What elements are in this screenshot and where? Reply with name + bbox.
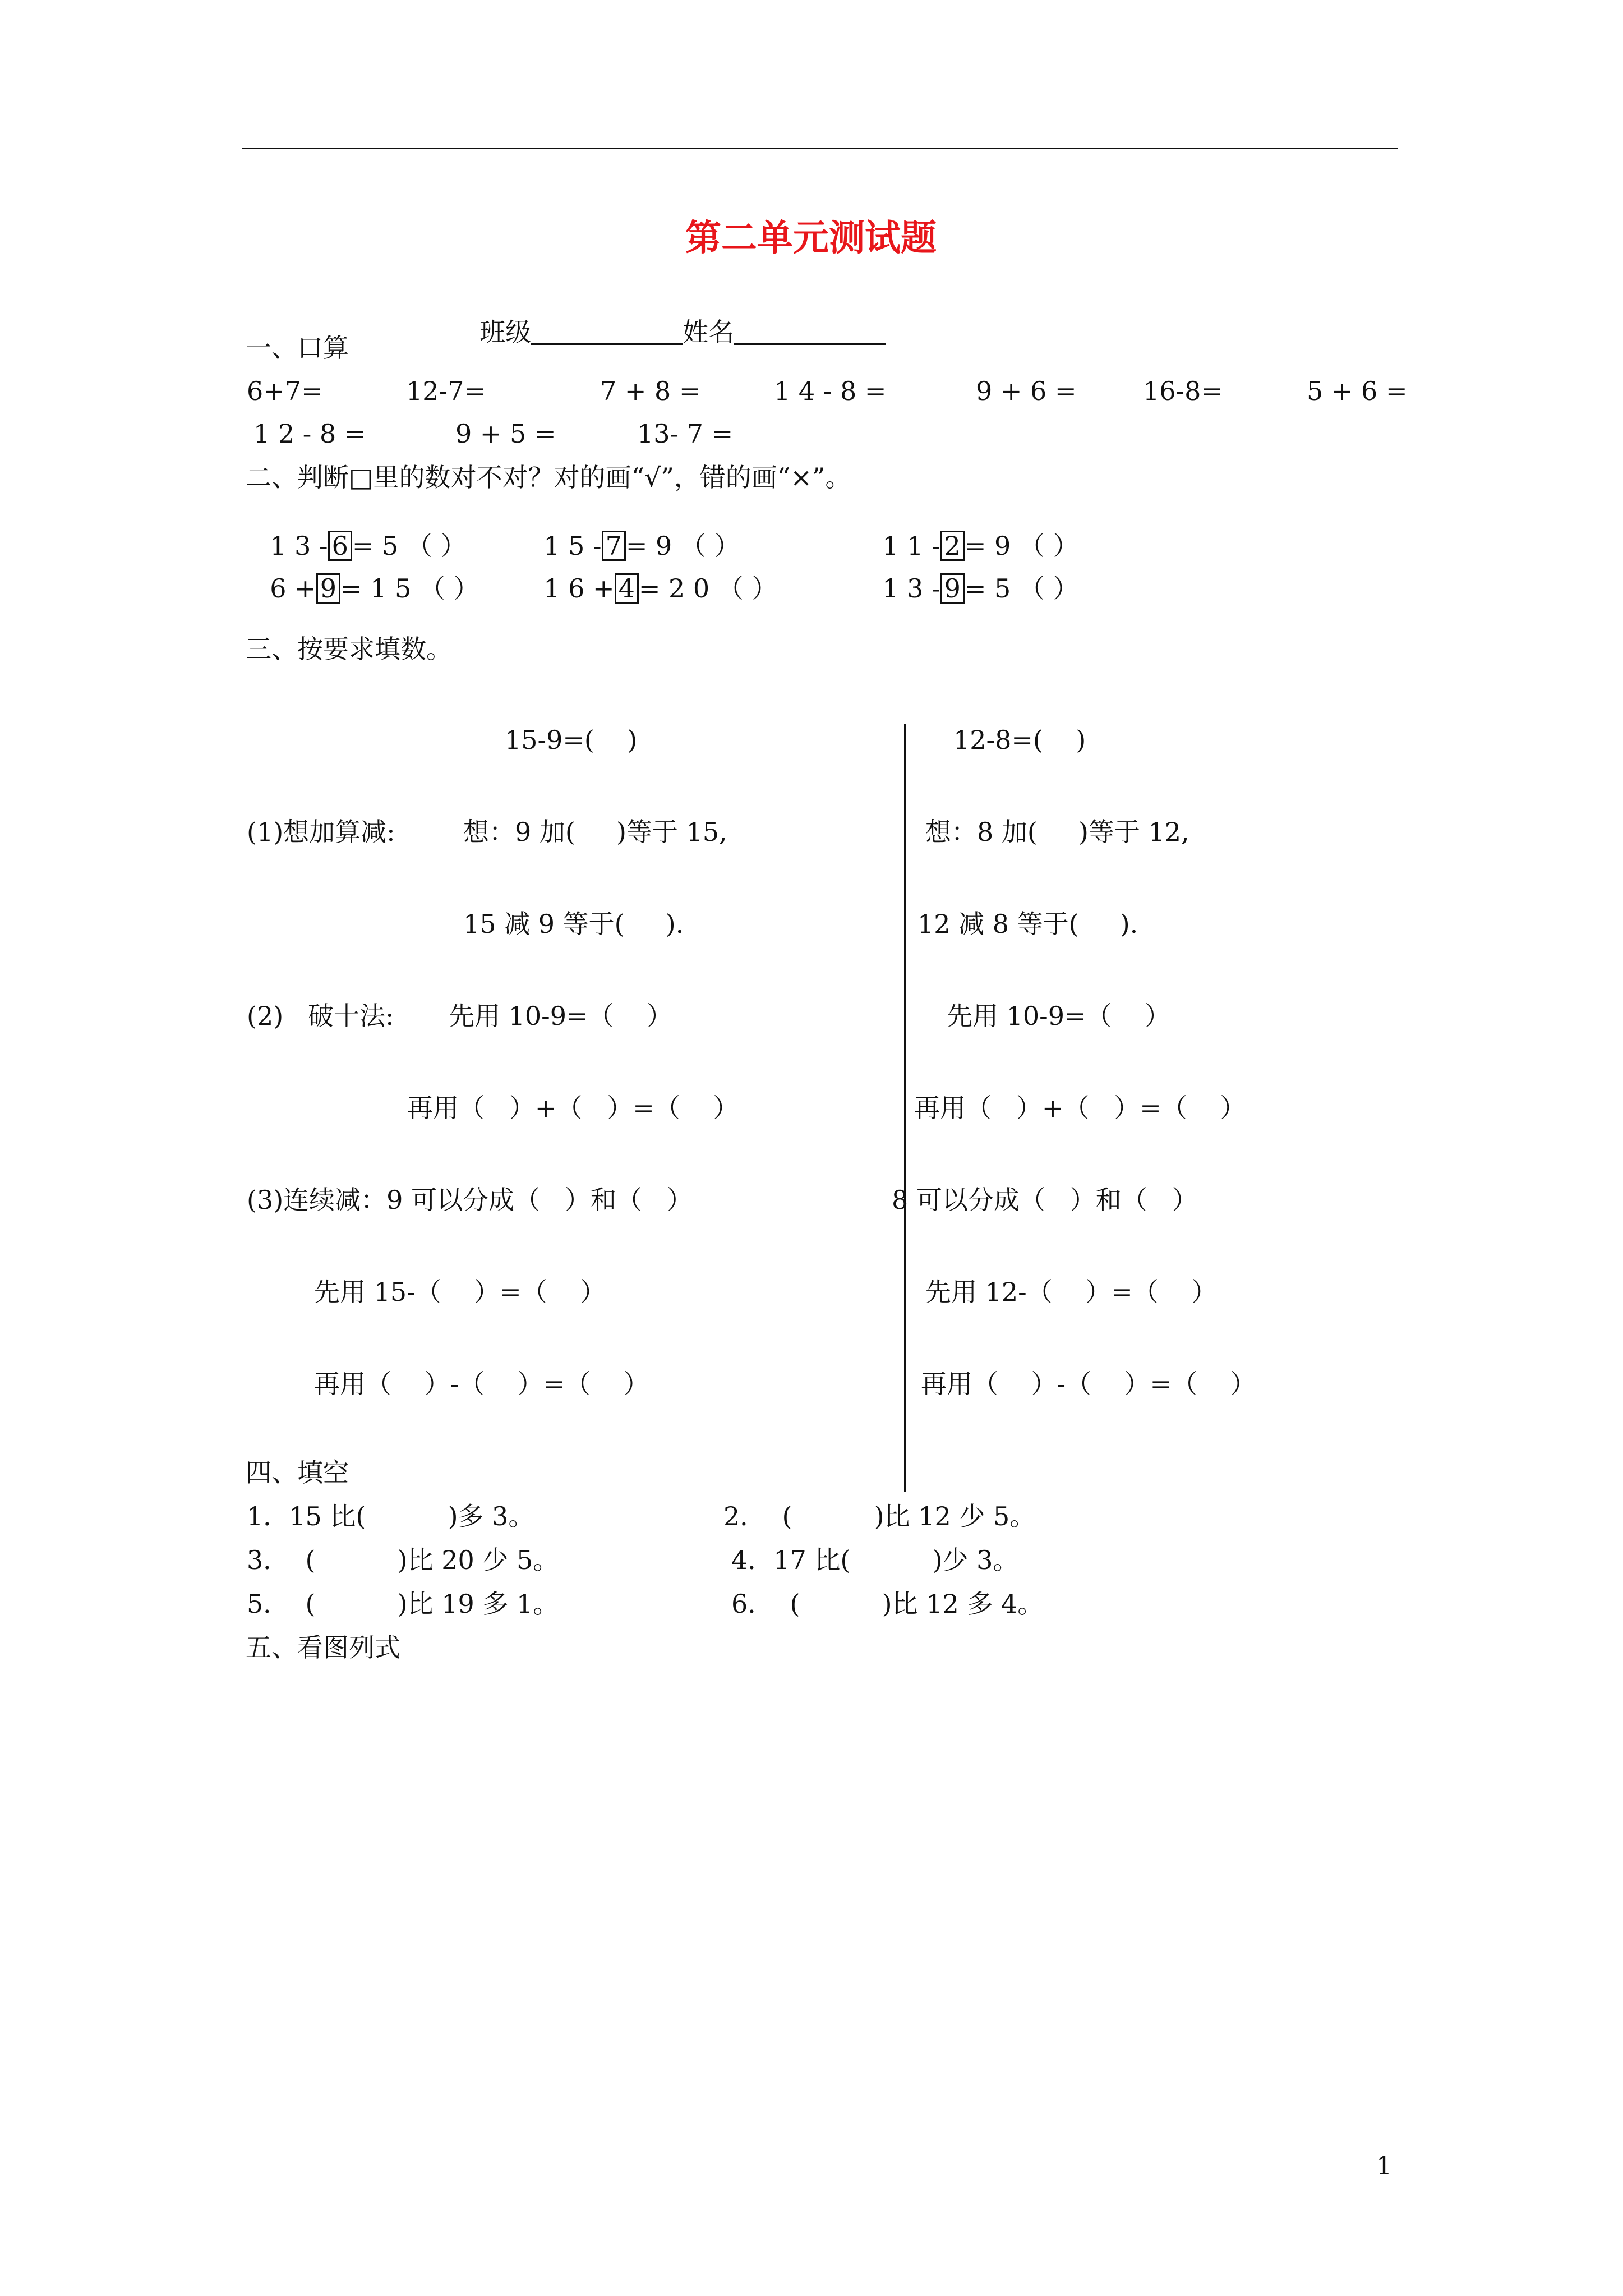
column-divider <box>904 724 906 1492</box>
section-2-heading: 二、判断□里的数对不对？对的画“√”，错的画“×”。 <box>246 462 851 493</box>
fill-item: 3． ( )比 20 少 5。 <box>247 1545 559 1575</box>
calc-item: 6+7= <box>247 376 323 406</box>
method-3-left-c: 再用（ ）-（ ）=（ ） <box>314 1369 649 1399</box>
method-2-left-a: 先用 10-9=（ ） <box>449 1001 672 1031</box>
section-3-heading: 三、按要求填数。 <box>246 634 452 664</box>
method-2-right-a: 先用 10-9=（ ） <box>947 1001 1170 1031</box>
answer-box: 4 <box>615 573 639 604</box>
calc-item: 1 2 - 8 = <box>253 418 366 449</box>
page-title: 第二单元测试题 <box>685 217 937 259</box>
method-3-right-c: 再用（ ）-（ ）=（ ） <box>921 1369 1256 1399</box>
method-2-left-b: 再用（ ）+（ ）=（ ） <box>407 1093 739 1123</box>
answer-box: 9 <box>940 573 965 604</box>
fill-item: 5． ( )比 19 多 1。 <box>247 1589 559 1619</box>
calc-item: 13- 7 = <box>637 418 734 449</box>
calc-item: 5 + 6 = <box>1307 376 1408 406</box>
right-equation: 12-8=( ) <box>953 725 1086 755</box>
calc-item: 12-7= <box>406 376 486 406</box>
fill-item: 2． ( )比 12 少 5。 <box>723 1501 1036 1531</box>
class-label: 班级 <box>479 317 532 347</box>
method-3-label: (3)连续减：9 可以分成（ ）和（ ） <box>247 1185 693 1215</box>
judge-item: 1 6 + 4 = 2 0 （ ） <box>543 573 778 604</box>
judge-item: 1 1 - 2 = 9 （ ） <box>882 531 1079 561</box>
class-name-line <box>463 293 886 345</box>
method-1-left-a: 想：9 加( )等于 15, <box>463 817 727 847</box>
method-3-right-a: 8 可以分成（ ）和（ ） <box>892 1185 1198 1215</box>
method-2-right-b: 再用（ ）+（ ）=（ ） <box>914 1093 1246 1123</box>
calc-item: 9 + 5 = <box>455 418 556 449</box>
left-equation: 15-9=( ) <box>505 725 638 755</box>
fill-item: 6． ( )比 12 多 4。 <box>731 1589 1044 1619</box>
answer-box: 6 <box>328 531 352 561</box>
calc-item: 7 + 8 = <box>600 376 701 406</box>
method-1-label: (1)想加算减: <box>247 817 395 847</box>
judge-item: 1 3 - 9 = 5 （ ） <box>882 573 1079 604</box>
judge-item: 1 5 - 7 = 9 （ ） <box>543 531 740 561</box>
fill-item: 4．17 比( )少 3。 <box>731 1545 1019 1575</box>
judge-item: 6 + 9 = 1 5 （ ） <box>270 573 479 604</box>
method-3-left-b: 先用 15-（ ）=（ ） <box>314 1277 606 1307</box>
class-blank[interactable] <box>531 319 683 345</box>
calc-item: 1 4 - 8 = <box>774 376 887 406</box>
method-3-right-b: 先用 12-（ ）=（ ） <box>925 1277 1218 1307</box>
header-rule <box>242 148 1398 149</box>
name-blank[interactable] <box>734 319 886 345</box>
page-number: 1 <box>1376 2152 1392 2180</box>
section-1-heading: 一、口算 <box>246 333 349 363</box>
method-1-right-b: 12 减 8 等于( ). <box>917 909 1138 939</box>
judge-item: 1 3 - 6 = 5 （ ） <box>270 531 467 561</box>
section-4-heading: 四、填空 <box>246 1457 349 1488</box>
calc-item: 16-8= <box>1143 376 1223 406</box>
answer-box: 2 <box>940 531 965 561</box>
answer-box: 7 <box>602 531 626 561</box>
section-5-heading: 五、看图列式 <box>246 1632 400 1663</box>
answer-box: 9 <box>316 573 340 604</box>
calc-item: 9 + 6 = <box>976 376 1077 406</box>
name-label: 姓名 <box>683 317 735 347</box>
method-1-left-b: 15 减 9 等于( ). <box>463 909 684 939</box>
fill-item: 1．15 比( )多 3。 <box>247 1501 534 1531</box>
method-1-right-a: 想：8 加( )等于 12, <box>925 817 1189 847</box>
method-2-label: (2) 破十法: <box>247 1001 394 1031</box>
